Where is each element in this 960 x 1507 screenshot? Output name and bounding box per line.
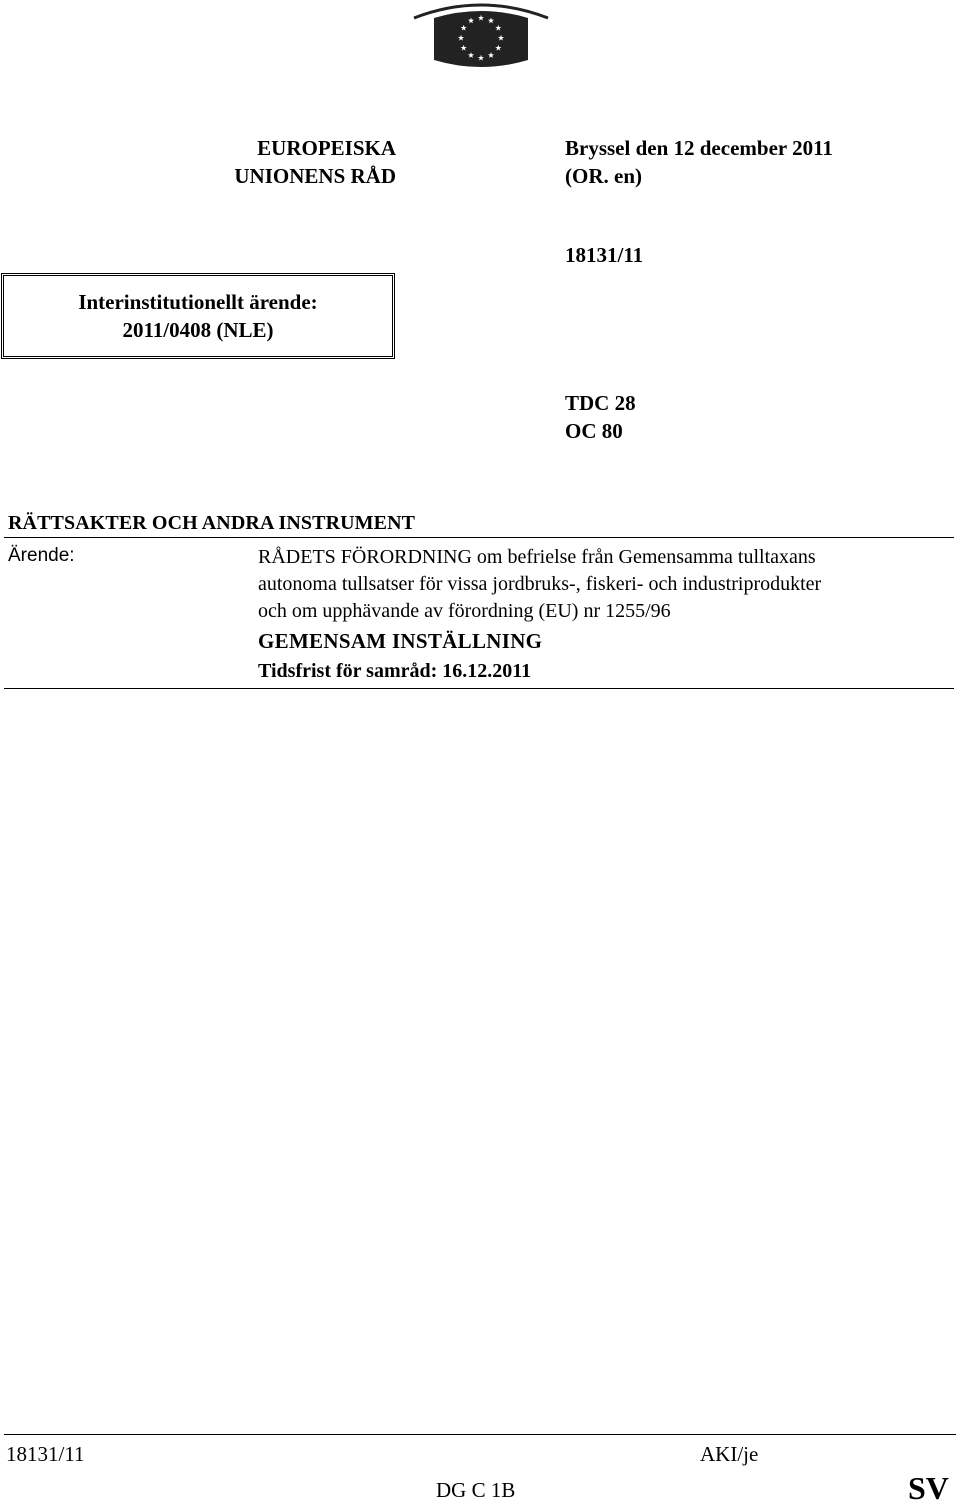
interinstitutional-value: 2011/0408 (NLE) (122, 318, 274, 342)
code-1: TDC 28 (565, 391, 636, 415)
subject-line-1: RÅDETS FÖRORDNING om befrielse från Gemensamma tulltaxans (258, 546, 816, 568)
footer-language: SV (908, 1470, 949, 1506)
interinstitutional-box (1, 273, 395, 359)
original-language: (OR. en) (565, 164, 642, 188)
subject-label: Ärende: (8, 545, 75, 566)
consultation-deadline: Tidsfrist för samråd: 16.12.2011 (258, 660, 532, 682)
footer-initials: AKI/je (700, 1442, 759, 1466)
classification-codes (565, 389, 636, 445)
interinstitutional-label: Interinstitutionellt ärende: (78, 290, 318, 314)
footer-divider (4, 1434, 956, 1435)
footer-dg: DG C 1B (436, 1478, 516, 1502)
organization-name (234, 134, 396, 190)
date-block (565, 134, 833, 190)
code-2: OC 80 (565, 419, 623, 443)
subject-text (258, 544, 948, 625)
position-type: GEMENSAM INSTÄLLNING (258, 629, 543, 653)
section-heading: RÄTTSAKTER OCH ANDRA INSTRUMENT (8, 512, 416, 534)
bottom-divider (4, 688, 954, 689)
document-date: Bryssel den 12 december 2011 (565, 136, 833, 160)
subject-line-3: och om upphävande av förordning (EU) nr 1255/96 (258, 600, 671, 622)
document-number: 18131/11 (565, 243, 644, 267)
footer-doc-number: 18131/11 (6, 1442, 85, 1466)
top-divider (4, 537, 954, 538)
eu-council-emblem-icon (410, 0, 552, 74)
org-line-2: UNIONENS RÅD (234, 164, 396, 188)
org-line-1: EUROPEISKA (257, 136, 396, 160)
subject-line-2: autonoma tullsatser för vissa jordbruks-, fiskeri- och industriprodukter (258, 573, 822, 595)
